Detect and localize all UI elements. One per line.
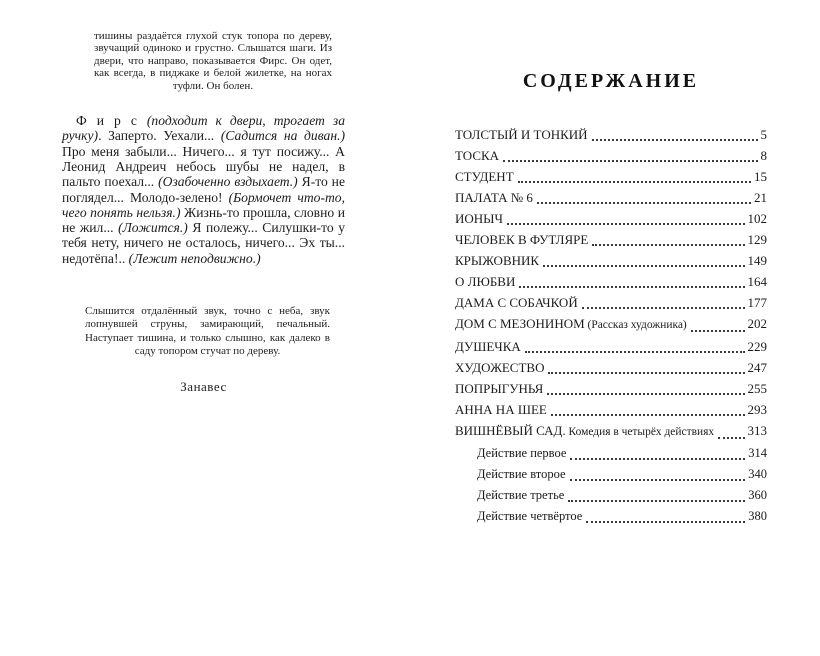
toc-entry-label: Действие третье — [477, 488, 565, 502]
toc-row — [455, 145, 767, 166]
toc-row — [455, 208, 767, 229]
toc-entry-label: Действие первое — [477, 446, 567, 460]
toc-page-number: 15 — [754, 169, 767, 184]
toc-dot-leader — [503, 145, 757, 162]
curtain-label: Занавес — [180, 378, 227, 394]
toc-list — [455, 124, 767, 527]
toc-page-number: 164 — [747, 274, 767, 289]
toc-entry-label: ЧЕЛОВЕК В ФУТЛЯРЕ — [455, 232, 589, 247]
toc-dot-leader — [548, 357, 744, 374]
inline-stage-direction: (Ложится.) — [118, 220, 188, 236]
toc-dot-leader — [718, 420, 744, 439]
toc-page-number: 360 — [748, 488, 767, 502]
toc-row — [455, 378, 767, 399]
toc-entry-label: О ЛЮБВИ — [455, 274, 516, 289]
toc-page-number: 177 — [747, 295, 767, 310]
left-page — [62, 30, 345, 395]
toc-dot-leader — [691, 313, 745, 332]
toc-page-number: 247 — [747, 360, 767, 375]
text-run: Я-то не поглядел... Молодо-зелено! — [62, 174, 345, 205]
toc-dot-leader — [519, 271, 744, 288]
toc-entry-label: ИОНЫЧ — [455, 211, 503, 226]
toc-entry-label: ТОСКА — [455, 148, 500, 163]
toc-page-number: 255 — [747, 381, 767, 396]
toc-row — [455, 229, 767, 250]
toc-sub-row — [455, 464, 767, 485]
toc-entry-label: ПАЛАТА № 6 — [455, 190, 533, 205]
toc-sub-row — [455, 443, 767, 464]
toc-page-number: 21 — [754, 190, 767, 205]
firs-monologue — [62, 113, 345, 266]
toc-entry-label: КРЫЖОВНИК — [455, 253, 540, 268]
toc-entry-note: (Рассказ художника) — [584, 319, 687, 331]
toc-entry-label: ДАМА С СОБАЧКОЙ — [455, 295, 578, 310]
toc-entry-label: Действие четвёртое — [477, 509, 583, 523]
toc-row — [455, 166, 767, 187]
toc-row — [455, 271, 767, 292]
inline-stage-direction: (Бормочет что-то, чего понять нельзя.) — [62, 189, 345, 220]
toc-dot-leader — [507, 208, 745, 225]
toc-entry-label: ПОПРЫГУНЬЯ — [455, 381, 544, 396]
toc-entry-label: СТУДЕНТ — [455, 169, 514, 184]
toc-row — [455, 313, 767, 336]
toc-entry-label: ДОМ С МЕЗОНИНОМ (Рассказ художника) — [455, 316, 687, 331]
toc-page-number: 149 — [747, 253, 767, 268]
toc-entry-label: ХУДОЖЕСТВО — [455, 360, 545, 375]
toc-page-number: 314 — [748, 446, 767, 460]
text-run: Ф и р с — [76, 113, 147, 129]
toc-dot-leader — [592, 229, 744, 246]
toc-dot-leader — [592, 124, 758, 141]
toc-entry-label: ВИШНЁВЫЙ САД. Комедия в четырёх действиях — [455, 423, 715, 438]
toc-row — [455, 292, 767, 313]
toc-dot-leader — [525, 336, 745, 353]
toc-dot-leader — [586, 506, 745, 523]
toc-sub-row — [455, 506, 767, 527]
toc-page-number: 293 — [747, 402, 767, 417]
toc-dot-leader — [568, 485, 745, 502]
inline-stage-direction: (подходит к двери, трогает за ручку) — [62, 113, 345, 144]
toc-row — [455, 336, 767, 357]
toc-page-number: 102 — [747, 211, 767, 226]
stage-direction-top: тишины раздаётся глухой стук топора по дереву, звучащий одиноко и грустно. Слышатся шаги. Из двери, что направо, показывается Фирс. Он одет, как всегда, в пиджаке и белой жилетке, на ногах туфли. Он болен. — [94, 30, 332, 92]
toc-row — [455, 124, 767, 145]
toc-dot-leader — [570, 443, 745, 460]
toc-row — [455, 187, 767, 208]
toc-row — [455, 420, 767, 443]
toc-dot-leader — [551, 399, 745, 416]
toc-entry-label: АННА НА ШЕЕ — [455, 402, 547, 417]
toc-dot-leader — [518, 166, 751, 183]
right-page — [455, 70, 767, 527]
toc-page-number: 229 — [747, 339, 767, 354]
toc-dot-leader — [537, 187, 751, 204]
toc-page-number: 313 — [747, 423, 767, 438]
toc-title: СОДЕРЖАНИЕ — [522, 70, 700, 92]
toc-dot-leader — [582, 292, 745, 309]
text-run: . Заперто. Уехали... — [98, 128, 221, 144]
inline-stage-direction: (Озабоченно вздыхает.) — [158, 174, 298, 190]
text-run: Про меня забыли... Ничего... я тут посижу... А Леонид Андреич небось шубы не надел, в пальто поехал... — [62, 143, 345, 190]
toc-row — [455, 357, 767, 378]
toc-dot-leader — [570, 464, 746, 481]
toc-page-number: 129 — [747, 232, 767, 247]
toc-row — [455, 250, 767, 271]
toc-entry-label: ТОЛСТЫЙ И ТОНКИЙ — [455, 127, 588, 142]
toc-sub-row — [455, 485, 767, 506]
toc-page-number: 202 — [747, 316, 767, 331]
inline-stage-direction: (Садится на диван.) — [220, 128, 345, 144]
toc-entry-label: ДУШЕЧКА — [455, 339, 521, 354]
toc-entry-label: Действие второе — [477, 467, 566, 481]
stage-direction-bottom: Слышится отдалённый звук, точно с неба, звук лопнувшей струны, замирающий, печальный. Наступает тишина, и только слышно, как далеко в саду топором стучат по дереву. — [85, 305, 330, 358]
toc-dot-leader — [547, 378, 744, 395]
toc-page-number: 8 — [760, 148, 767, 163]
text-run: Я полежу... Силушки-то у тебя нету, ничего не осталось, ничего... Эх ты... недотёпа!.. — [62, 220, 345, 266]
toc-dot-leader — [543, 250, 744, 267]
toc-page-number: 5 — [760, 127, 767, 142]
toc-row — [455, 399, 767, 420]
inline-stage-direction: (Лежит неподвижно.) — [128, 250, 261, 266]
toc-page-number: 340 — [748, 467, 767, 481]
text-run: Жизнь-то прошла, словно и не жил... — [62, 204, 345, 236]
toc-entry-note: Комедия в четырёх действиях — [565, 426, 715, 438]
toc-page-number: 380 — [748, 509, 767, 523]
